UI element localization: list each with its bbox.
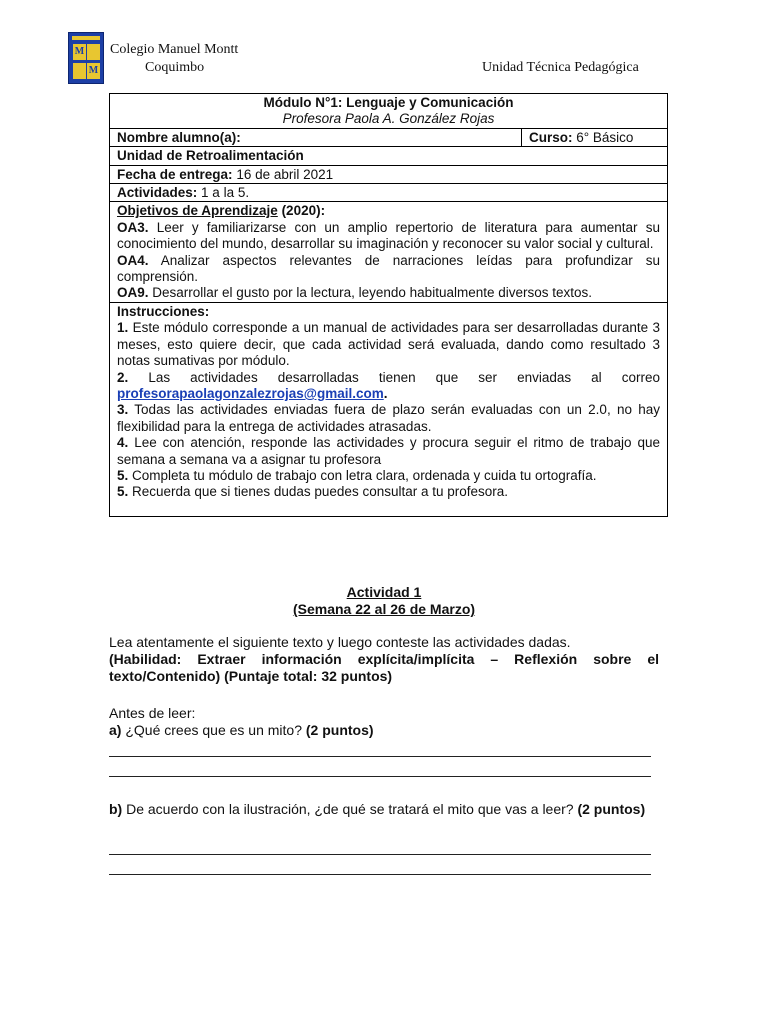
activity-title: Actividad 1 [346, 584, 422, 600]
answer-line-b2[interactable] [109, 874, 651, 875]
activities-label: Actividades: [117, 185, 198, 201]
instruction-1: 1. Este módulo corresponde a un manual de actividades para ser desarrolladas durante 3 meses, esto quiere decir, que cada actividad será evaluada, dando como resultado 3 notas sumativas por módulo. [117, 320, 660, 369]
question-b: b) De acuerdo con la ilustración, ¿de qué se tratará el mito que vas a leer? (2 puntos) [109, 801, 646, 817]
answer-line-a2[interactable] [109, 776, 651, 777]
activity-intro-block [109, 634, 659, 685]
school-city: Coquimbo [145, 60, 205, 75]
module-info-table [109, 93, 668, 517]
date-value: 16 de abril 2021 [236, 166, 334, 182]
logo-letter-2: M [87, 63, 100, 79]
objectives-year: (2020): [281, 203, 326, 219]
school-name: Colegio Manuel Montt [110, 42, 239, 57]
answer-line-a1[interactable] [109, 756, 651, 757]
teacher-name: Profesora Paola A. González Rojas [282, 111, 495, 127]
objective-oa3: OA3. Leer y familiarizarse con un amplio repertorio de literatura para aumentar su conocimiento del mundo, desarrollar su imaginación y reconocer su valor social y cultural. [117, 219, 660, 252]
answer-line-b1[interactable] [109, 854, 651, 855]
school-logo [68, 32, 104, 84]
activities-value: 1 a la 5. [201, 185, 250, 201]
course-label: Curso: [529, 129, 573, 145]
question-a-block [109, 705, 659, 739]
activities-cell [110, 184, 668, 202]
course-value: 6° Básico [576, 129, 634, 145]
student-name-label: Nombre alumno(a): [110, 128, 522, 146]
module-title: Módulo N°1: Lenguaje y Comunicación [263, 95, 514, 110]
instructions-label: Instrucciones: [117, 303, 210, 319]
activity-title-block [109, 584, 659, 618]
objectives-label: Objetivos de Aprendizaje [117, 203, 278, 219]
instructions-cell [110, 302, 668, 516]
before-reading-label: Antes de leer: [109, 705, 196, 721]
objective-oa4: OA4. Analizar aspectos relevantes de narraciones leídas para profundizar su comprensión. [117, 252, 660, 285]
unit-label: Unidad de Retroalimentación [110, 147, 668, 165]
school-unit: Unidad Técnica Pedagógica [482, 60, 639, 75]
logo-letter-1: M [73, 44, 86, 60]
instruction-4: 4. Lee con atención, responde las actividades y procura seguir el ritmo de trabajo que semana a semana va a asignar tu profesora [117, 435, 660, 467]
course-cell [522, 128, 668, 146]
activity-skill: (Habilidad: Extraer información explícita/implícita – Reflexión sobre el texto/Contenido) (Puntaje total: 32 puntos) [109, 651, 659, 684]
instruction-2: 2. Las actividades desarrolladas tienen que ser enviadas al correo profesorapaolagonzalezrojas@gmail.com. [117, 369, 660, 401]
instruction-3: 3. Todas las actividades enviadas fuera de plazo serán evaluadas con un 2.0, no hay flexibilidad para la entrega de actividades atrasadas. [117, 402, 660, 434]
date-label: Fecha de entrega: [117, 166, 233, 182]
instruction-6: 5. Recuerda que si tienes dudas puedes consultar a tu profesora. [117, 484, 509, 500]
teacher-email-link[interactable]: profesorapaolagonzalezrojas@gmail.com [117, 385, 384, 401]
objectives-cell [110, 202, 668, 302]
date-cell [110, 165, 668, 183]
instruction-5: 5. Completa tu módulo de trabajo con letra clara, ordenada y cuida tu ortografía. [117, 467, 597, 483]
activity-intro: Lea atentamente el siguiente texto y luego conteste las actividades dadas. [109, 634, 571, 650]
objective-oa9: OA9. Desarrollar el gusto por la lectura, leyendo habitualmente diversos textos. [117, 285, 593, 301]
question-b-block [109, 801, 659, 818]
module-title-cell [110, 94, 668, 129]
question-a: a) ¿Qué crees que es un mito? (2 puntos) [109, 722, 374, 738]
activity-week: (Semana 22 al 26 de Marzo) [292, 601, 476, 617]
